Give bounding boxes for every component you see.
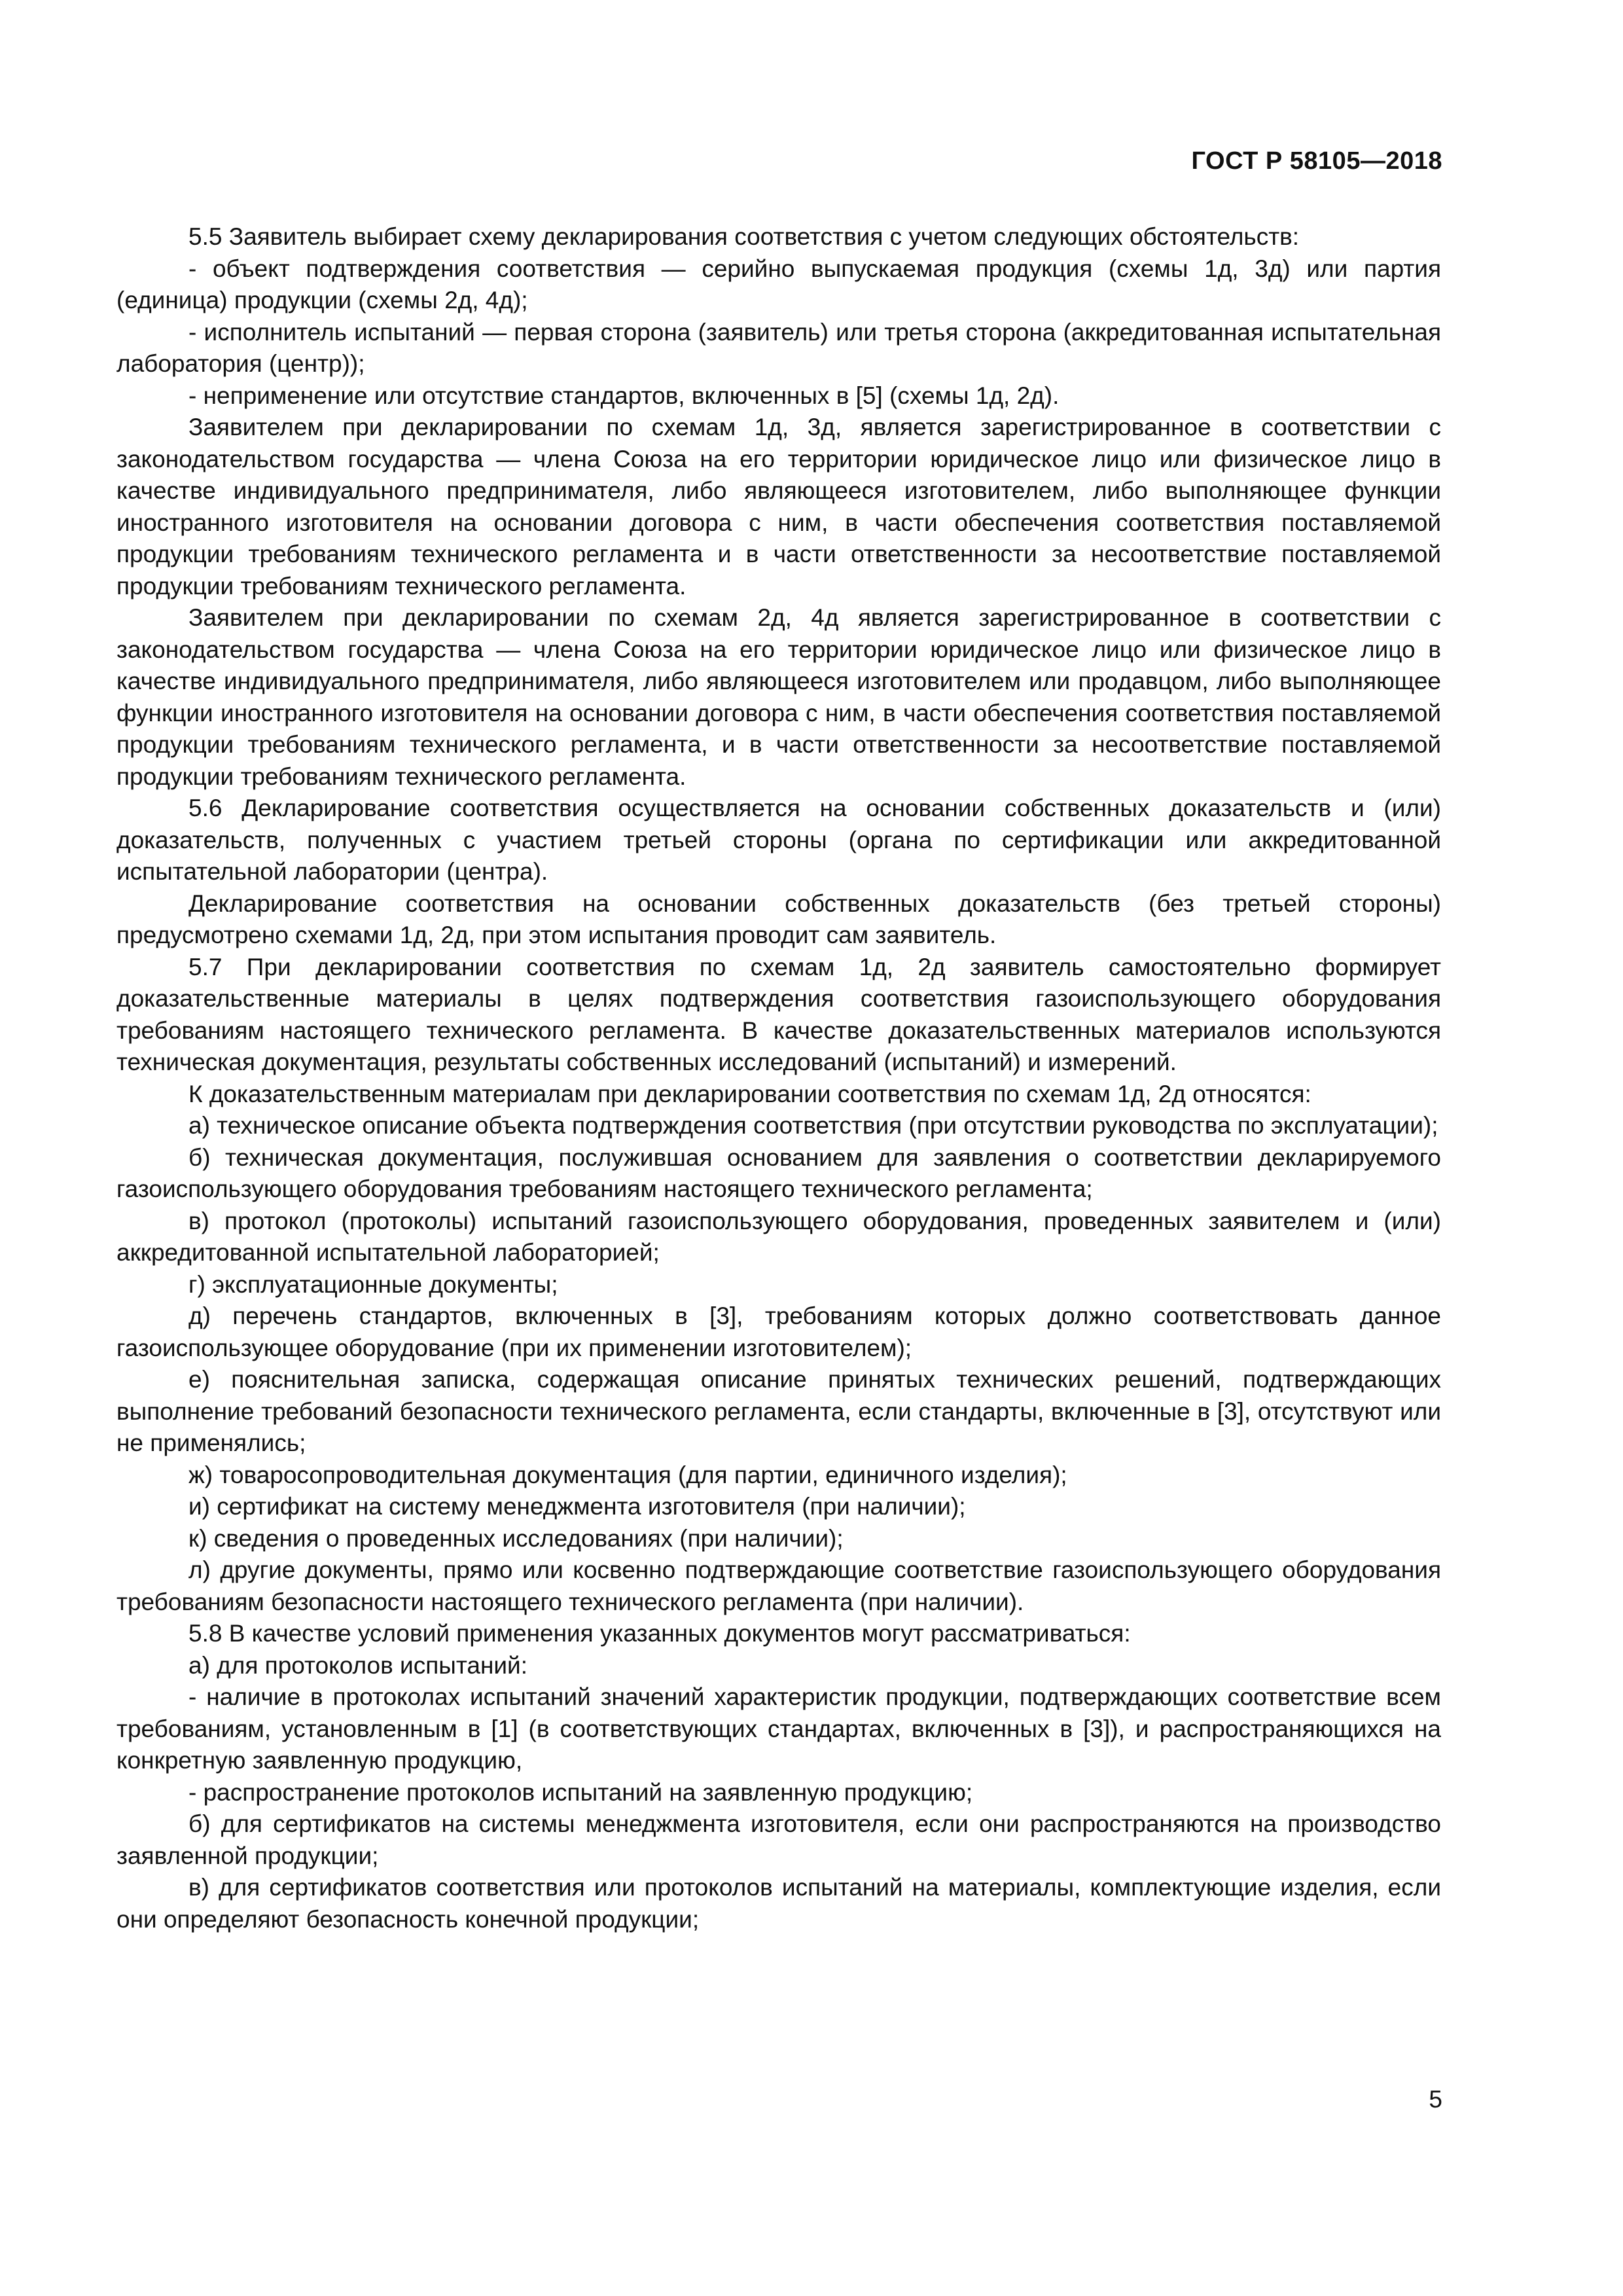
paragraph: Заявителем при декларировании по схемам 1д, 3д, является зарегистрированное в соответствии с законодательством государства — члена Союза на его территории юридическое лицо или физическое лицо в качестве индивидуального предпринимателя, либо являющееся изготовителем, либо выполняющее функции иностранного изготовителя на основании договора с ним, в части обеспечения соответствия поставляемой продукции требованиям технического регламента и в части ответственности за несоответствие поставляемой продукции требованиям технического регламента.: [116, 414, 1441, 600]
paragraph: 5.7 При декларировании соответствия по схемам 1д, 2д заявитель самостоятельно формирует доказательственные материалы в целях подтверждения соответствия газоиспользующего оборудования требованиям настоящего технического регламента. В качестве доказательственных материалов используются техническая документация, результаты собственных исследований (испытаний) и измерений.: [116, 953, 1441, 1075]
page-number: 5: [1429, 2086, 1442, 2113]
paragraph: Заявителем при декларировании по схемам 2д, 4д является зарегистрированное в соответствии с законодательством государства — члена Союза на его территории юридическое лицо или физическое лицо в качестве индивидуального предпринимателя, либо являющееся изготовителем или продавцом, либо выполняющее функции иностранного изготовителя на основании договора с ним, в части обеспечения соответствия поставляемой продукции требованиям технического регламента, и в части ответственности за несоответствие поставляемой продукции требованиям технического регламента.: [116, 604, 1441, 790]
paragraph: - исполнитель испытаний — первая сторона (заявитель) или третья сторона (аккредитованная испытательная лаборатория (центр));: [116, 318, 1441, 377]
paragraph: а) для протоколов испытаний:: [188, 1651, 527, 1679]
paragraph: Декларирование соответствия на основании собственных доказательств (без третьей стороны) предусмотрено схемами 1д, 2д, при этом испытания проводит сам заявитель.: [116, 889, 1441, 948]
paragraph: - объект подтверждения соответствия — серийно выпускаемая продукция (схемы 1д, 3д) или партия (единица) продукции (схемы 2д, 4д);: [116, 255, 1441, 314]
paragraph: - наличие в протоколах испытаний значений характеристик продукции, подтверждающих соответствие всем требованиям, установленным в [1] (в соответствующих стандартах, включенных в [3]), и распространяющихся на конкретную заявленную продукцию,: [116, 1683, 1441, 1774]
paragraph: а) техническое описание объекта подтверждения соответствия (при отсутствии руководства по эксплуатации);: [188, 1112, 1438, 1139]
paragraph: и) сертификат на систему менеджмента изготовителя (при наличии);: [188, 1493, 966, 1520]
paragraph: 5.8 В качестве условий применения указанных документов могут рассматриваться:: [188, 1620, 1131, 1647]
paragraph: - распространение протоколов испытаний на заявленную продукцию;: [188, 1778, 973, 1806]
paragraph: 5.5 Заявитель выбирает схему декларирования соответствия с учетом следующих обстоятельств:: [188, 223, 1300, 250]
paragraph: К доказательственным материалам при декларировании соответствия по схемам 1д, 2д относятся:: [188, 1080, 1311, 1107]
paragraph: в) протокол (протоколы) испытаний газоиспользующего оборудования, проведенных заявителем и (или) аккредитованной испытательной лабораторией;: [116, 1207, 1441, 1266]
paragraph: л) другие документы, прямо или косвенно подтверждающие соответствие газоиспользующего оборудования требованиям безопасности настоящего технического регламента (при наличии).: [116, 1556, 1441, 1615]
paragraph: г) эксплуатационные документы;: [188, 1270, 558, 1298]
paragraph: е) пояснительная записка, содержащая описание принятых технических решений, подтверждающих выполнение требований безопасности технического регламента, если стандарты, включенные в [3], отсутствуют или не применялись;: [116, 1366, 1441, 1456]
paragraph: 5.6 Декларирование соответствия осуществляется на основании собственных доказательств и (или) доказательств, полученных с участием третьей стороны (органа по сертификации или аккредитованной испытательной лаборатории (центра).: [116, 795, 1441, 885]
paragraph: б) техническая документация, послужившая основанием для заявления о соответствии декларируемого газоиспользующего оборудования требованиям настоящего технического регламента;: [116, 1143, 1441, 1202]
paragraph: д) перечень стандартов, включенных в [3], требованиям которых должно соответствовать данное газоиспользующее оборудование (при их применении изготовителем);: [116, 1302, 1441, 1361]
document-standard-id: ГОСТ Р 58105—2018: [1191, 147, 1442, 175]
paragraph: к) сведения о проведенных исследованиях (при наличии);: [188, 1524, 844, 1552]
document-body: [116, 221, 1441, 1935]
paragraph: б) для сертификатов на системы менеджмента изготовителя, если они распространяются на производство заявленной продукции;: [116, 1810, 1441, 1869]
paragraph: ж) товаросопроводительная документация (для партии, единичного изделия);: [188, 1461, 1067, 1488]
paragraph: в) для сертификатов соответствия или протоколов испытаний на материалы, комплектующие изделия, если они определяют безопасность конечной продукции;: [116, 1874, 1441, 1933]
paragraph: - неприменение или отсутствие стандартов, включенных в [5] (схемы 1д, 2д).: [188, 382, 1060, 409]
